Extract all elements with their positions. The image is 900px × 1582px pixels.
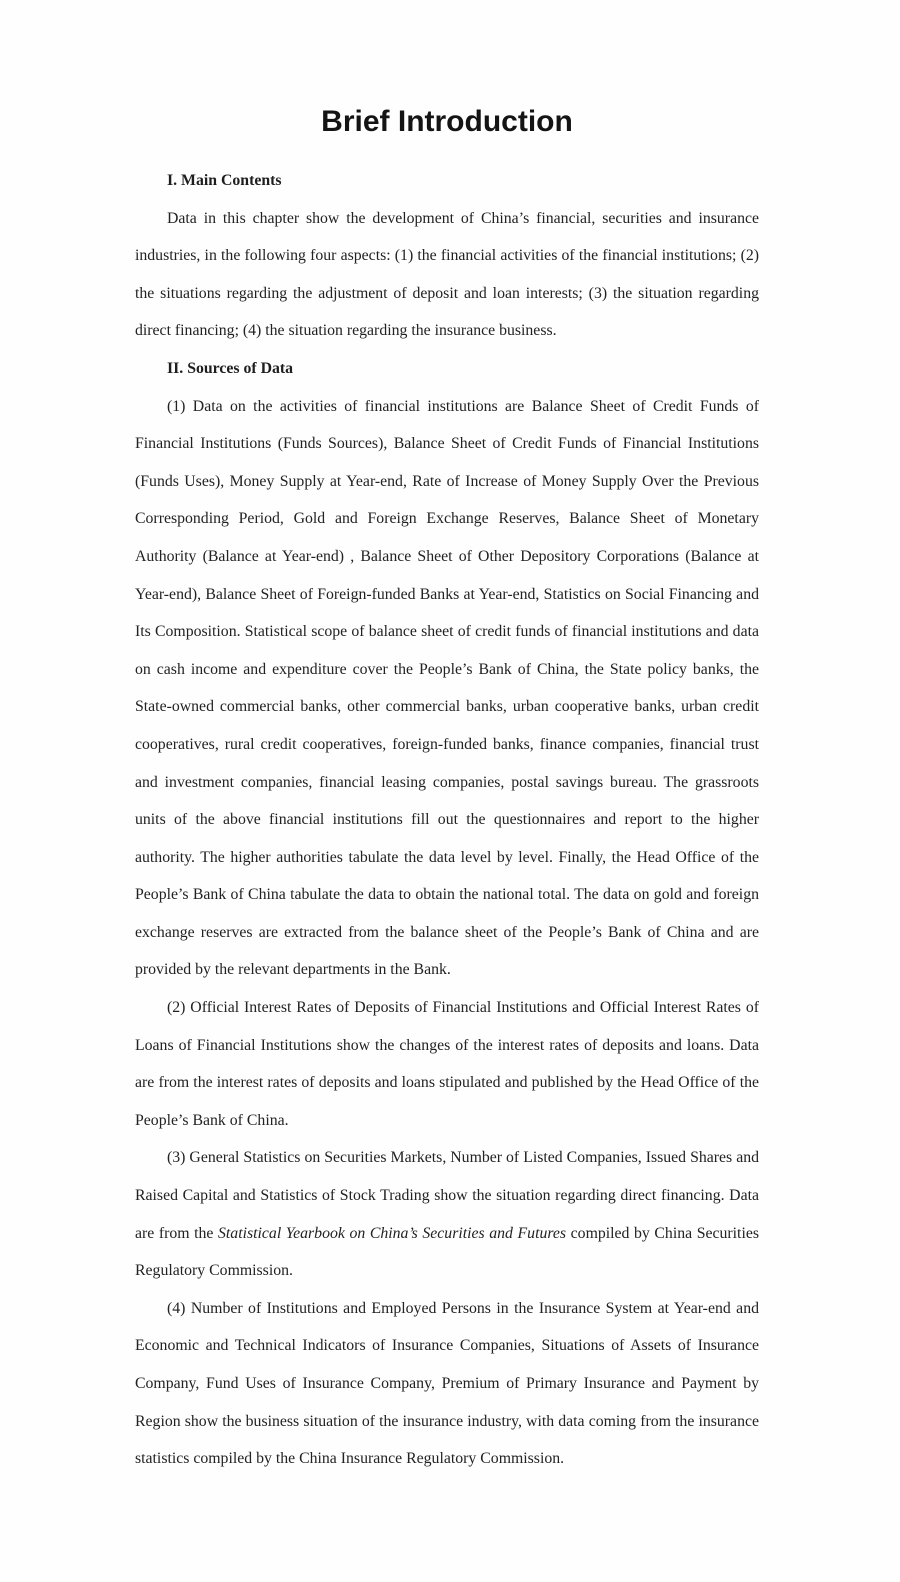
section-heading-sources-of-data: II. Sources of Data [167,359,294,377]
paragraph-sources-3-run-after: compiled by China Securities Regulatory Commission. [135,1224,759,1280]
paragraph-sources-1: (1) Data on the activities of financial institutions are Balance Sheet of Credit Funds of Financial Institutions (Funds Sources), Balance Sheet of Credit Funds of Financial Institutions (Funds Uses), Money Supply at Year-end, Rate of Increase of Money Supply Over the Previous Corresponding Period, Gold and Foreign Exchange Reserves, Balance Sheet of Monetary Authority (Balance at Year-end) , Balance Sheet of Other Depository Corporations (Balance at Year-end), Balance Sheet of Foreign-funded Banks at Year-end, Statistics on Social Financing and Its Composition. Statistical scope of balance sheet of credit funds of financial institutions and data on cash income and expenditure cover the People’s Bank of China, the State policy banks, the State-owned commercial banks, other commercial banks, urban cooperative banks, urban credit cooperatives, rural credit cooperatives, foreign-funded banks, finance companies, financial trust and investment companies, financial leasing companies, postal savings bureau. The grassroots units of the above financial institutions fill out the questionnaires and report to the higher authority. The higher authorities tabulate the data level by level. Finally, the Head Office of the People’s Bank of China tabulate the data to obtain the national total. The data on gold and foreign exchange reserves are extracted from the balance sheet of the People’s Bank of China and are provided by the relevant departments in the Bank. [135,397,759,979]
paragraph-sources-2: (2) Official Interest Rates of Deposits of Financial Institutions and Official Interest Rates of Loans of Financial Institutions show the changes of the interest rates of deposits and loans. Data are from the interest rates of deposits and loans stipulated and published by the Head Office of the People’s Bank of China. [135,999,759,1129]
paragraph-main-contents: Data in this chapter show the development of China’s financial, securities and insurance industries, in the following four aspects: (1) the financial activities of the financial institutions; (2) the situations regarding the adjustment of deposit and loan interests; (3) the situation regarding direct financing; (4) the situation regarding the insurance business. [135,209,759,340]
paragraph-sources-3 [135,1139,759,1289]
paragraph-sources-4: (4) Number of Institutions and Employed Persons in the Insurance System at Year-end and Economic and Technical Indicators of Insurance Companies, Situations of Assets of Insurance Company, Fund Uses of Insurance Company, Premium of Primary Insurance and Payment by Region show the business situation of the insurance industry, with data coming from the insurance statistics compiled by the China Insurance Regulatory Commission. [135,1299,759,1468]
book-title-italic: Statistical Yearbook on China’s Securities and Futures [218,1224,567,1242]
section-heading-main-contents: I. Main Contents [167,172,282,189]
page-title: Brief Introduction [321,105,573,138]
paragraph-sources-3-run-before: (3) General Statistics on Securities Markets, Number of Listed Companies, Issued Shares and Raised Capital and Statistics of Stock Trading show the situation regarding direct financing. Data are from the [135,1149,759,1242]
